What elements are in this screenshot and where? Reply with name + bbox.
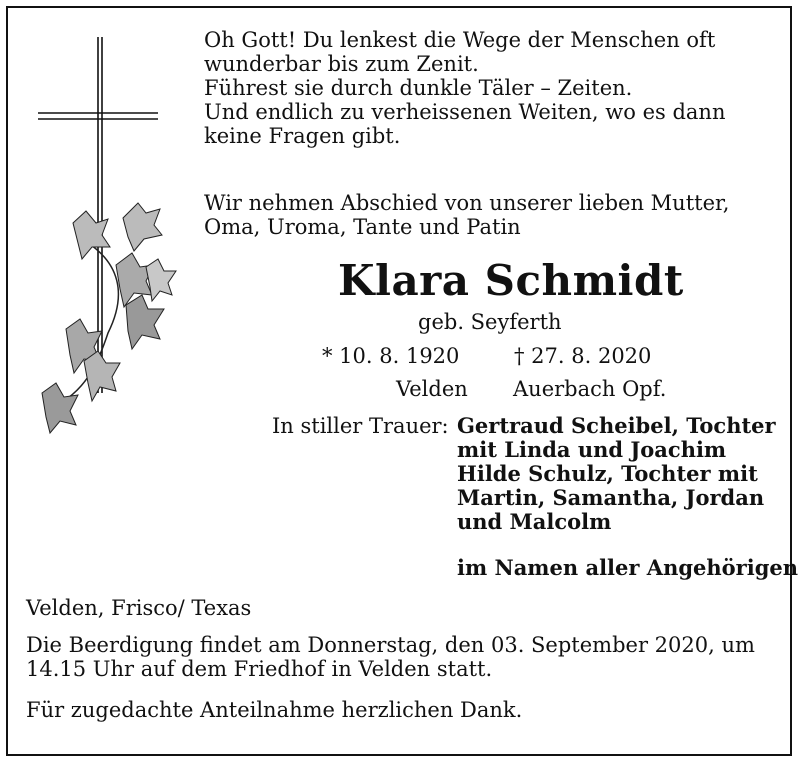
death-date: † 27. 8. 2020 — [514, 344, 652, 368]
maiden-name: geb. Seyferth — [418, 310, 562, 334]
intro-line: Wir nehmen Abschied von unserer lieben Mutter, — [204, 191, 730, 215]
poem-line: wunderbar bis zum Zenit. — [204, 52, 479, 76]
thanks-line: Für zugedachte Anteilnahme herzlichen Dank. — [26, 698, 523, 722]
location-line: Velden, Frisco/ Texas — [26, 596, 252, 620]
mourner-line: Hilde Schulz, Tochter mit — [457, 461, 758, 486]
poem-line: Oh Gott! Du lenkest die Wege der Menschen oft — [204, 28, 716, 52]
poem-line: keine Fragen gibt. — [204, 124, 401, 148]
intro-line: Oma, Uroma, Tante und Patin — [204, 215, 521, 239]
poem-line: Und endlich zu verheissenen Weiten, wo es dann — [204, 100, 726, 124]
mourner-line: Martin, Samantha, Jordan — [457, 485, 765, 510]
farewell-intro — [204, 191, 729, 239]
death-place: Auerbach Opf. — [513, 377, 667, 401]
poem-line: Führest sie durch dunkle Täler – Zeiten. — [204, 76, 633, 100]
mourning-label: In stiller Trauer: — [272, 414, 449, 438]
mourner-line: Gertraud Scheibel, Tochter — [457, 413, 776, 438]
mourner-line: mit Linda und Joachim — [457, 437, 727, 462]
funeral-line: Die Beerdigung findet am Donnerstag, den 03. September 2020, um — [26, 633, 755, 657]
family-line: im Namen aller Angehörigen — [457, 555, 799, 580]
birth-place: Velden — [396, 377, 468, 401]
funeral-notice — [26, 633, 755, 681]
poem — [204, 28, 725, 148]
obituary-frame — [6, 6, 799, 756]
mourner-line: und Malcolm — [457, 509, 612, 534]
cross-ivy-decoration — [28, 33, 178, 443]
deceased-name: Klara Schmidt — [338, 256, 684, 305]
birth-date: * 10. 8. 1920 — [322, 344, 460, 368]
mourners-list — [457, 414, 776, 534]
funeral-line: 14.15 Uhr auf dem Friedhof in Velden statt. — [26, 657, 493, 681]
ivy-icon — [42, 203, 176, 433]
